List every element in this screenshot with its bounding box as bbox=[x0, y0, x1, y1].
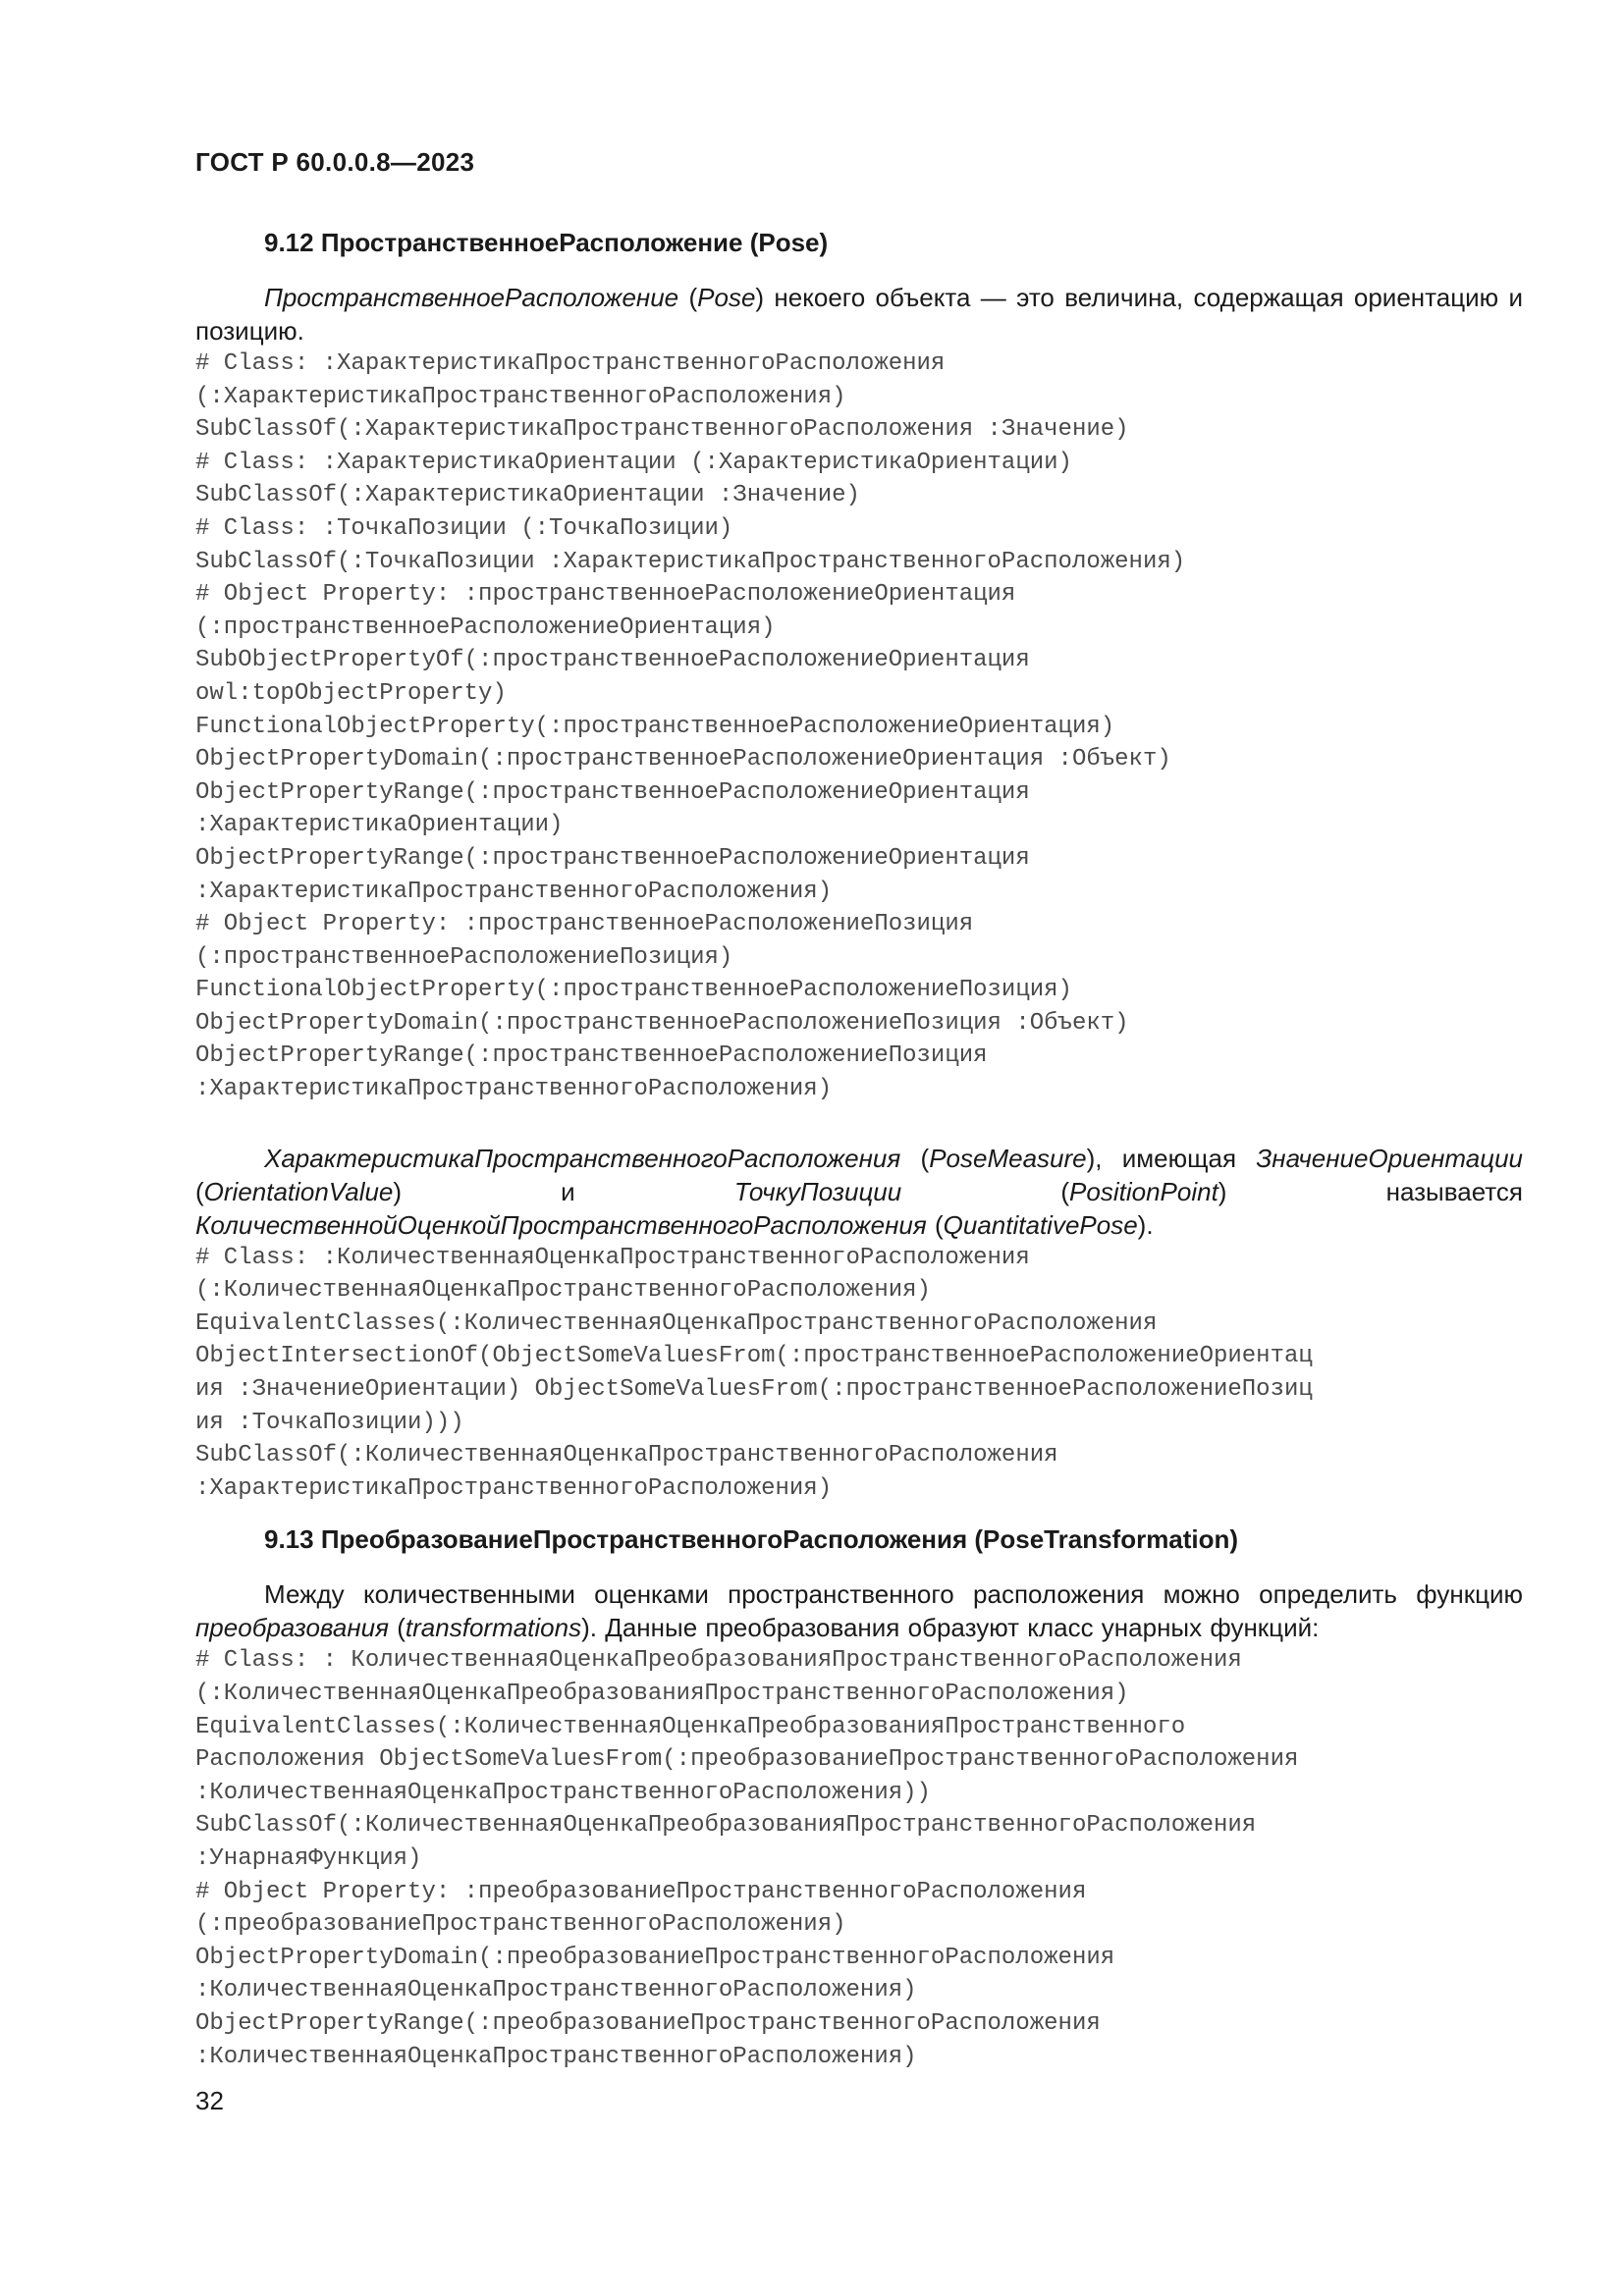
code-line: # Object Property: :пространственноеРасположениеПозиция bbox=[195, 911, 974, 938]
code-line: SubObjectPropertyOf(:пространственноеРасположениеОриентация bbox=[195, 647, 1030, 674]
code-line: (:ХарактеристикаПространственногоРасположения) bbox=[195, 383, 846, 410]
document-page bbox=[195, 0, 1523, 2296]
code-line: # Class: :КоличественнаяОценкаПространственногоРасположения bbox=[195, 1244, 1030, 1271]
code-block-quantitative-pose bbox=[195, 1242, 1523, 1506]
code-line: (:КоличественнаяОценкаПространственногоРасположения) bbox=[195, 1277, 931, 1305]
code-line: ObjectPropertyRange(:пространственноеРасположениеПозиция bbox=[195, 1042, 988, 1070]
code-line: Расположения ObjectSomeValuesFrom(:преобразованиеПространственногоРасположения bbox=[195, 1746, 1299, 1774]
code-line: ObjectPropertyRange(:преобразованиеПространственногоРасположения bbox=[195, 2009, 1101, 2037]
code-line: :ХарактеристикаПространственногоРасположения) bbox=[195, 1076, 833, 1103]
code-line: :УнарнаяФункция) bbox=[195, 1844, 422, 1872]
code-line: :КоличественнаяОценкаПространственногоРасположения) bbox=[195, 2043, 917, 2070]
code-line: SubClassOf(:ХарактеристикаПространственногоРасположения :Значение) bbox=[195, 416, 1129, 444]
section-heading-9-13: 9.13 ПреобразованиеПространственногоРасположения (PoseTransformation) bbox=[264, 1524, 1239, 1555]
code-line: :ХарактеристикаПространственногоРасположения) bbox=[195, 1474, 833, 1502]
code-line: (:пространственноеРасположениеОриентация) bbox=[195, 614, 776, 641]
code-line: (:КоличественнаяОценкаПреобразованияПространственногоРасположения) bbox=[195, 1681, 1129, 1707]
term-pose-ru: ПространственноеРасположение bbox=[264, 283, 679, 312]
code-line: # Class: :ХарактеристикаПространственногоРасположения bbox=[195, 350, 946, 377]
code-line: SubClassOf(:КоличественнаяОценкаПространственногоРасположения bbox=[195, 1442, 1058, 1469]
code-line: ObjectPropertyRange(:пространственноеРасположениеОриентация bbox=[195, 778, 1030, 806]
page-number: 32 bbox=[195, 2086, 224, 2115]
code-line: ObjectPropertyRange(:пространственноеРасположениеОриентация bbox=[195, 844, 1030, 872]
code-line: SubClassOf(:ТочкаПозиции :ХарактеристикаПространственногоРасположения) bbox=[195, 548, 1186, 575]
code-line: SubClassOf(:КоличественнаяОценкаПреобразованияПространственногоРасположения bbox=[195, 1812, 1257, 1840]
paragraph-pose-transformation: Между количественными оценками пространственного расположения можно определить функцию преобразования (transformations). Данные преобразования образуют класс унарных функций: bbox=[195, 1579, 1523, 1643]
code-line: :ХарактеристикаПространственногоРасположения) bbox=[195, 878, 833, 905]
code-line: # Object Property: :преобразованиеПространственногоРасположения bbox=[195, 1878, 1087, 1905]
code-line: # Object Property: :пространственноеРасположениеОриентация bbox=[195, 581, 1016, 609]
code-line: ObjectPropertyDomain(:пространственноеРасположениеПозиция :Объект) bbox=[195, 1009, 1129, 1037]
section-heading-9-12: 9.12 ПространственноеРасположение (Pose) bbox=[264, 228, 829, 257]
code-line: ия :ТочкаПозиции))) bbox=[195, 1409, 464, 1436]
code-line: # Class: :ТочкаПозиции (:ТочкаПозиции) bbox=[195, 514, 733, 542]
code-line: ObjectIntersectionOf(ObjectSomeValuesFrom(:пространственноеРасположениеОриентац bbox=[195, 1343, 1313, 1370]
code-block-pose-transformation bbox=[195, 1644, 1523, 2073]
code-line: (:преобразованиеПространственногоРасположения) bbox=[195, 1911, 846, 1939]
code-line: ObjectPropertyDomain(:преобразованиеПространственногоРасположения bbox=[195, 1944, 1115, 1971]
code-line: FunctionalObjectProperty(:пространственноеРасположениеПозиция) bbox=[195, 977, 1072, 1004]
document-id-header: ГОСТ Р 60.0.0.8—2023 bbox=[195, 147, 475, 177]
code-line: owl:topObjectProperty) bbox=[195, 679, 507, 707]
term-pose-en: Pose bbox=[697, 283, 756, 312]
paragraph-pose-definition: ПространственноеРасположение (Pose) некоего объекта — это величина, содержащая ориентацию и позицию. bbox=[195, 283, 1523, 346]
code-line: :КоличественнаяОценкаПространственногоРасположения)) bbox=[195, 1779, 931, 1806]
code-line: EquivalentClasses(:КоличественнаяОценкаПреобразованияПространственного bbox=[195, 1713, 1186, 1740]
code-line: ия :ЗначениеОриентации) ObjectSomeValuesFrom(:пространственноеРасположениеПозиц bbox=[195, 1376, 1313, 1404]
code-line: # Class: :ХарактеристикаОриентации (:ХарактеристикаОриентации) bbox=[195, 449, 1072, 476]
code-block-pose bbox=[195, 347, 1523, 1106]
code-line: :ХарактеристикаОриентации) bbox=[195, 812, 564, 839]
page-content bbox=[195, 226, 1523, 2073]
code-line: (:пространственноеРасположениеПозиция) bbox=[195, 943, 733, 971]
code-line: # Class: : КоличественнаяОценкаПреобразованияПространственногоРасположения bbox=[195, 1647, 1242, 1675]
code-line: :КоличественнаяОценкаПространственногоРасположения) bbox=[195, 1977, 917, 2004]
code-line: FunctionalObjectProperty(:пространственноеРасположениеОриентация) bbox=[195, 713, 1115, 740]
paragraph-quantitative-pose: ХарактеристикаПространственногоРасположения (PoseMeasure), имеющая ЗначениеОриентации (OrientationValue) и ТочкуПозиции (PositionPoint) называется КоличественнойОценкойПространственногоРасположения (QuantitativePose). bbox=[195, 1143, 1523, 1240]
code-line: EquivalentClasses(:КоличественнаяОценкаПространственногоРасположения bbox=[195, 1309, 1158, 1337]
code-line: ObjectPropertyDomain(:пространственноеРасположениеОриентация :Объект) bbox=[195, 746, 1171, 774]
code-line: SubClassOf(:ХарактеристикаОриентации :Значение) bbox=[195, 482, 860, 509]
